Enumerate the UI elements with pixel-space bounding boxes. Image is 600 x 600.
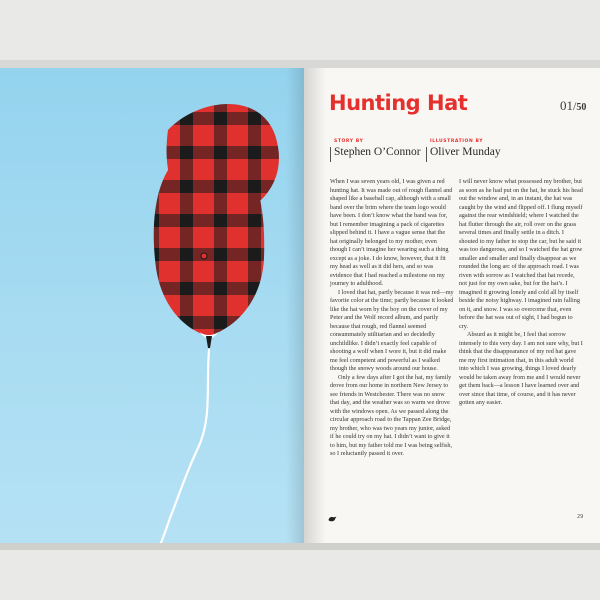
credit-divider (426, 147, 427, 162)
credit-divider (330, 147, 331, 162)
paragraph: I will never know what possessed my brother, but as soon as he had put on the hat, he stuck his head out the window and, in an instant, the hat was caught by the wind and flipped off. I flung myself against the rear windshield; where I watched the hat flutter through the air, roll over on the grass several times and finally settle in a ditch. I shouted to my father to stop the car, but he said it was too dangerous, and so I watched the hat grow smaller and smaller and finally disappear as we rounded the long arc of the approach road. I was riven with sorrow as I watched that hat recede, not just for my own sake, but for the hat’s. I imagined it growing lonely and cold all by itself beside the noisy highway. I imagined rain falling on it, and snow. I was so overcome that, even before the hat was out of sight, I had begun to cry. (459, 178, 583, 330)
footer-page-number: 29 (577, 514, 584, 520)
paragraph: When I was seven years old, I was given a red hunting hat. It was made out of rough flannel and shaped like a baseball cap, although with a small band over the brim where the team logo would have been. I don’t know what the band was for, but I remember imagining a pack of cigarettes slipped behind it. I have a vague sense that the hat originally belonged to my mother, even though I can’t imagine her wearing such a thing except as a joke. I do know, however, that it fit my head as well as it did hers, and so was evidence that I had reached a milestone on my journey to adulthood. (330, 178, 453, 287)
illustration-credit (430, 139, 501, 158)
illustrator-name: Oliver Munday (430, 146, 501, 158)
author-name: Stephen O’Connor (334, 146, 421, 158)
page-total: 50 (576, 102, 587, 113)
story-credit (334, 139, 421, 158)
page-divider: / (573, 99, 577, 113)
bird-icon (328, 516, 337, 522)
left-gutter-shadow (286, 68, 304, 543)
right-gutter-shadow (304, 68, 326, 543)
text-column-1 (330, 178, 454, 459)
article-title: Hunting Hat (329, 91, 468, 115)
story-label: STORY BY (334, 139, 364, 144)
page-counter (560, 98, 586, 114)
balloon-icon (0, 68, 304, 543)
illustration-label: ILLUSTRATION BY (430, 139, 484, 144)
paragraph: Absurd as it might be, I feel that sorrow intensely to this very day. I am not sure why, but I think that the disappearance of my red hat gave me my first intimation that, in this adult world into which I was growing, things I loved dearly would be taken away from me and I would never get them back—a lesson I have learned over and over since that time, of course, and it has never gotten any easier. (459, 331, 583, 406)
left-page-illustration (0, 68, 304, 543)
page-number: 01 (560, 98, 573, 113)
text-column-2 (459, 178, 583, 408)
paragraph: Only a few days after I got the hat, my family drove from our home in northern New Jersey to see friends in Westchester. There was no snow that day, and the weather was so warm we drove with the windows open. As we passed along the circular approach road to the Tappan Zee Bridge, my brother, who was two years my junior, asked if he could try on my hat. I didn’t want to give it to him, but my father told me I was being selfish, so I reluctantly passed it over. (330, 373, 453, 457)
paragraph: I loved that hat, partly because it was red—my favorite color at the time; partly because it looked like the hat worn by the boy on the cover of my Peter and the Wolf record album, and partly because that rough, red flannel seemed consummately utilitarian and so decidedly unchildlike. I didn’t exactly feel capable of shooting a wolf when I wore it, but it did make me feel competent and powerful as I walked though the snowy woods around our house. (330, 288, 454, 372)
